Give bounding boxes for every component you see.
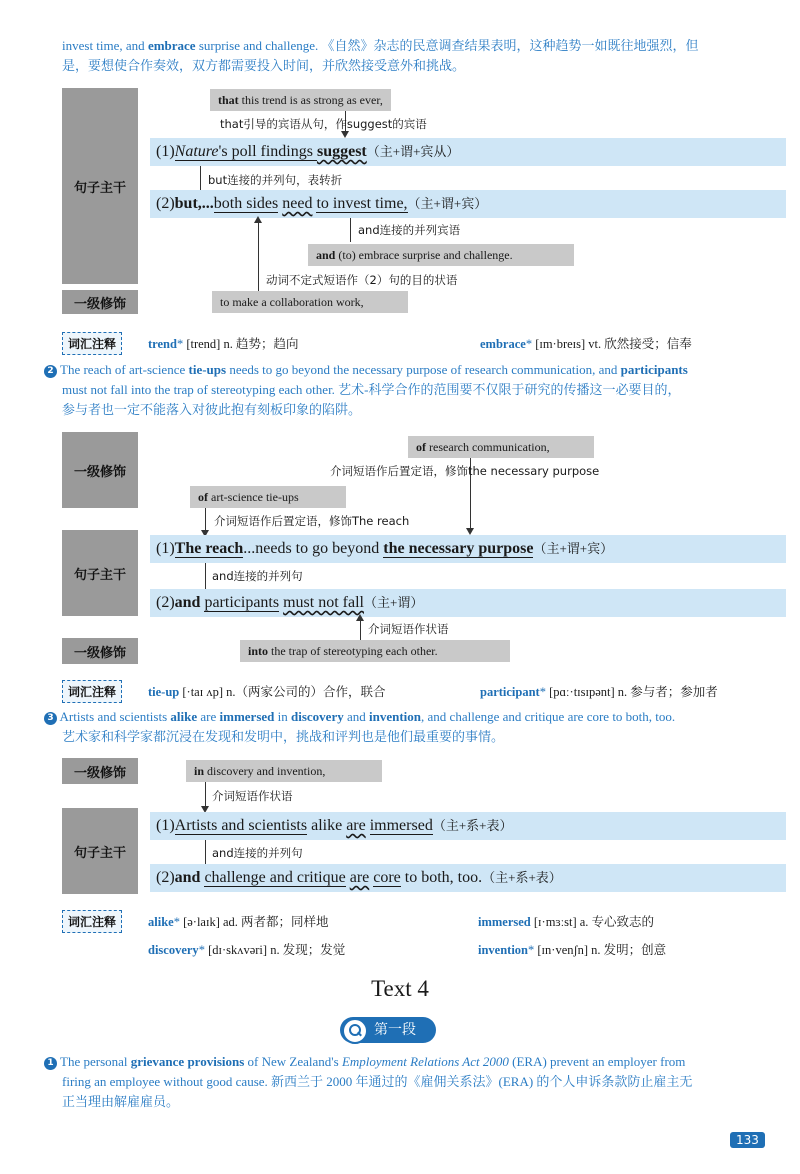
vocab-entry-tie-up: tie-up [·taɪ ʌp] n.（两家公司的）合作，联合: [148, 685, 386, 699]
main-clause-1: (1)Nature's poll findings suggest（主+谓+宾从）: [150, 138, 786, 166]
main-clause-2: (2)and challenge and critique are core to both, too.（主+系+表）: [150, 864, 786, 892]
arrow-up-icon: [356, 614, 364, 621]
paragraph-text4-1: 1 The personal grievance provisions of New Zealand's Employment Relations Act 2000 (ERA) prevent an employer from firing an employee without good cause. 新西兰于 2000 年通过的《雇佣关系法》(ERA) 的个人申诉条款防止雇主无 正当理由解雇雇员。: [44, 1052, 784, 1112]
vocab-entry-invention: invention* [ɪn·venʃn] n. 发明；创意: [478, 943, 667, 957]
number-badge: 3: [44, 712, 57, 725]
connector-line: [200, 166, 201, 190]
vocab-entry-alike: alike* [ə·laɪk] ad. 两者都；同样地: [148, 915, 329, 929]
keyword: embrace: [147, 38, 196, 53]
label-first-modifier: 一级修饰: [62, 432, 138, 508]
vocab-entry-trend: trend* [trend] n. 趋势；趋向: [148, 337, 299, 351]
vocab-entry-discovery: discovery* [dɪ·skʌvəri] n. 发现；发觉: [148, 943, 346, 957]
arrow-down-icon: [341, 131, 349, 138]
into-trap-bar: into the trap of stereotyping each other.: [240, 640, 510, 662]
connector-line: [205, 563, 206, 589]
note-and-clause: and连接的并列句: [212, 569, 303, 583]
of-research-bar: of research communication,: [408, 436, 594, 458]
arrow-down-icon: [466, 528, 474, 535]
main-clause-2: (2)but,...both sides need to invest time,（主+谓+宾）: [150, 190, 786, 218]
infinitive-bar: to make a collaboration work,: [212, 291, 408, 313]
that-clause-bar: that this trend is as strong as ever,: [210, 89, 391, 111]
vocab-entry-embrace: embrace* [ɪm·breɪs] vt. 欣然接受；信奉: [480, 337, 692, 351]
arrow-up-icon: [254, 216, 262, 223]
main-clause-2: (2)and participants must not fall（主+谓）: [150, 589, 786, 617]
paragraph-pill: 第一段: [340, 1017, 436, 1043]
paragraph-3: 3 Artists and scientists alike are immersed in discovery and invention, and challenge and critique are core to both, too. 艺术家和科学家都沉浸在发现和发明中，挑战和评判也是他们最重要的事情。: [44, 707, 784, 747]
note-that-clause: that引导的宾语从句，作suggest的宾语: [220, 117, 427, 131]
note-prep-adverbial: 介词短语作状语: [368, 622, 449, 636]
number-badge: 2: [44, 365, 57, 378]
label-first-modifier: 一级修饰: [62, 638, 138, 664]
note-research: 介词短语作后置定语，修饰the necessary purpose: [330, 464, 600, 478]
intro-paragraph: [62, 36, 782, 76]
in-discovery-bar: in discovery and invention,: [186, 760, 382, 782]
main-clause-1: (1)Artists and scientists alike are immersed（主+系+表）: [150, 812, 786, 840]
vocab-tag: 词汇注释: [62, 332, 122, 355]
connector-line: [258, 222, 259, 292]
label-sentence-main: 句子主干: [62, 530, 138, 616]
note-in-adverbial: 介词短语作状语: [212, 789, 293, 803]
label-sentence-main: 句子主干: [62, 808, 138, 894]
connector-line: [205, 840, 206, 864]
intro-text: surprise and challenge. 《自然》杂志的民意调查结果表明，这种趋势一如既往地强烈，但: [195, 38, 699, 53]
vocab-tag: 词汇注释: [62, 910, 122, 933]
note-infinitive: 动词不定式短语作（2）句的目的状语: [266, 273, 458, 287]
section-heading: Text 4: [371, 976, 429, 1001]
note-art-science: 介词短语作后置定语，修饰The reach: [214, 514, 410, 528]
connector-line: [350, 218, 351, 242]
note-and-object: and连接的并列宾语: [358, 223, 461, 237]
vocab-tag: 词汇注释: [62, 680, 122, 703]
main-clause-1: (1)The reach...needs to go beyond the necessary purpose（主+谓+宾）: [150, 535, 786, 563]
intro-line-2: 是，要想使合作奏效，双方都需要投入时间，并欣然接受意外和挑战。: [62, 58, 466, 73]
vocab-entry-participant: participant* [pɑː·tɪsɪpənt] n. 参与者；参加者: [480, 685, 718, 699]
note-and-clause: and连接的并列句: [212, 846, 303, 860]
intro-text: invest time, and: [62, 38, 148, 53]
label-first-modifier: 一级修饰: [62, 758, 138, 784]
number-badge: 1: [44, 1057, 57, 1070]
page-number: 133: [730, 1132, 765, 1148]
note-but-clause: but连接的并列句，表转折: [208, 173, 343, 187]
intro-line-1: [62, 36, 782, 56]
of-art-science-bar: of art-science tie-ups: [190, 486, 346, 508]
vocab-entry-immersed: immersed [ɪ·mɜːst] a. 专心致志的: [478, 915, 655, 929]
paragraph-2: 2 The reach of art-science tie-ups needs to go beyond the necessary purpose of research communication, and participants must not fall into the trap of stereotyping each other. 艺术-科学合作的范围要不仅限于研究的传播这一必要目的， 参与者也一定不能落入对彼此抱有刻板印象的陷阱。: [44, 360, 784, 420]
label-first-modifier: 一级修饰: [62, 290, 138, 314]
label-sentence-main: 句子主干: [62, 88, 138, 284]
search-icon: [342, 1018, 368, 1044]
and-object-bar: and (to) embrace surprise and challenge.: [308, 244, 574, 266]
